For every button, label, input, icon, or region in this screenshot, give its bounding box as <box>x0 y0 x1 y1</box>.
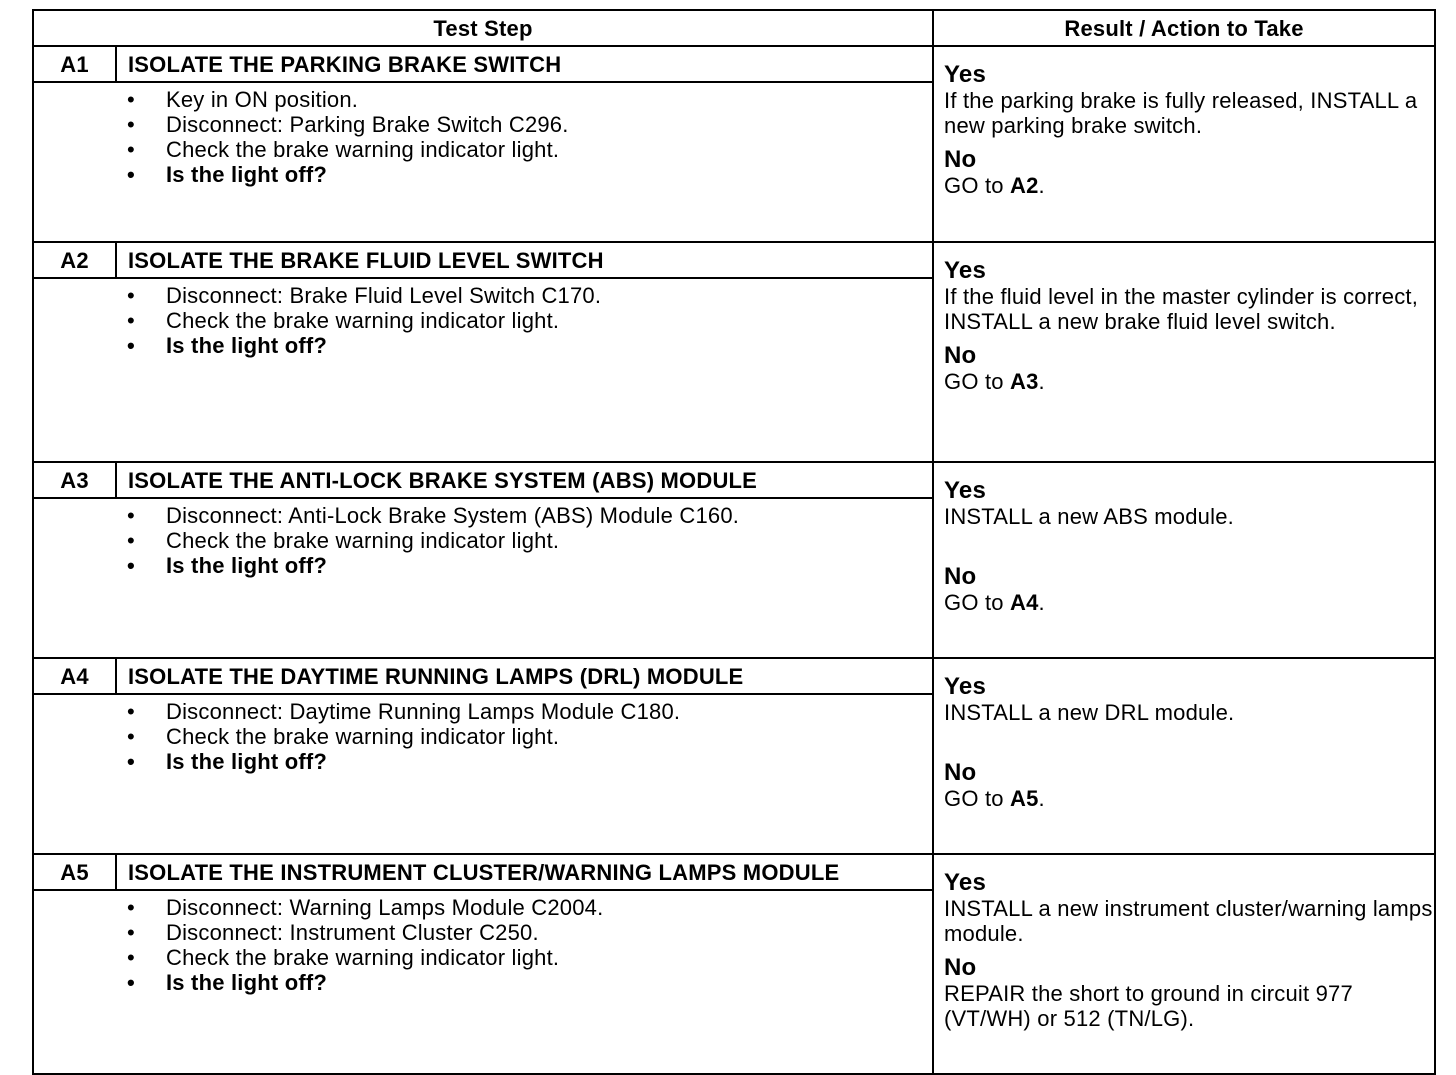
bullet-icon: • <box>127 699 135 724</box>
step-instruction-text: Disconnect: Warning Lamps Module C2004. <box>166 895 604 920</box>
step-instruction-text: Check the brake warning indicator light. <box>166 945 560 970</box>
step-title-row <box>33 462 1435 498</box>
step-instruction-text: Check the brake warning indicator light. <box>166 137 560 162</box>
result-no-text <box>944 173 1434 198</box>
step-title-row <box>33 46 1435 82</box>
step-result <box>933 854 1435 1074</box>
step-instruction <box>116 749 932 774</box>
result-yes-text: If the fluid level in the master cylinder is correct, INSTALL a new brake fluid level switch. <box>944 284 1419 334</box>
result-yes-text: INSTALL a new instrument cluster/warning lamps module. <box>944 896 1433 946</box>
result-no-prefix: GO to <box>944 369 1011 394</box>
result-no-text <box>944 981 1434 1031</box>
step-instruction <box>116 553 932 578</box>
step-id-blank <box>33 82 116 242</box>
step-instruction-text: Is the light off? <box>166 970 328 995</box>
step-id: A3 <box>33 462 116 498</box>
result-yes-text: INSTALL a new DRL module. <box>944 700 1235 725</box>
result-no-text <box>944 786 1434 811</box>
step-title: ISOLATE THE ANTI-LOCK BRAKE SYSTEM (ABS) MODULE <box>116 462 933 498</box>
step-title: ISOLATE THE INSTRUMENT CLUSTER/WARNING LAMPS MODULE <box>116 854 933 890</box>
step-instructions <box>116 890 933 1074</box>
result-no-ref: A4 <box>1010 590 1039 615</box>
step-id-blank <box>33 890 116 1074</box>
result-no-label: No <box>944 954 977 981</box>
steps-body <box>33 46 1435 1074</box>
result-yes-label: Yes <box>944 673 986 700</box>
step-instruction <box>116 87 932 112</box>
step-result <box>933 46 1435 242</box>
step-instruction <box>116 945 932 970</box>
bullet-icon: • <box>127 137 135 162</box>
step-result <box>933 462 1435 658</box>
result-yes-text: If the parking brake is fully released, INSTALL a new parking brake switch. <box>944 88 1418 138</box>
step-id: A2 <box>33 242 116 278</box>
header-result-action: Result / Action to Take <box>933 10 1435 46</box>
step-id: A1 <box>33 46 116 82</box>
bullet-icon: • <box>127 920 135 945</box>
result-yes-label: Yes <box>944 61 986 88</box>
step-instruction <box>116 162 932 187</box>
result-no-suffix: . <box>1038 369 1045 394</box>
step-instruction-text: Is the light off? <box>166 162 328 187</box>
step-title-row <box>33 242 1435 278</box>
step-instruction <box>116 503 932 528</box>
instruction-list <box>116 503 932 578</box>
result-no-ref: A3 <box>1010 369 1039 394</box>
header-row <box>33 10 1435 46</box>
step-instruction-text: Disconnect: Daytime Running Lamps Module C180. <box>166 699 681 724</box>
step-title: ISOLATE THE PARKING BRAKE SWITCH <box>116 46 933 82</box>
step-instructions <box>116 498 933 658</box>
step-instruction <box>116 137 932 162</box>
diagnostic-table <box>32 9 1436 1075</box>
step-result <box>933 658 1435 854</box>
bullet-icon: • <box>127 895 135 920</box>
step-instruction <box>116 112 932 137</box>
bullet-icon: • <box>127 87 135 112</box>
result-no-label: No <box>944 146 977 173</box>
step-instructions <box>116 82 933 242</box>
result-no-label: No <box>944 342 977 369</box>
result-yes-label: Yes <box>944 869 986 896</box>
step-instruction-text: Check the brake warning indicator light. <box>166 308 560 333</box>
bullet-icon: • <box>127 503 135 528</box>
result-no-text <box>944 590 1434 615</box>
bullet-icon: • <box>127 112 135 137</box>
step-instruction <box>116 920 932 945</box>
header-test-step: Test Step <box>33 10 933 46</box>
instruction-list <box>116 283 932 358</box>
instruction-list <box>116 895 932 995</box>
step-instruction-text: Disconnect: Brake Fluid Level Switch C170. <box>166 283 602 308</box>
result-yes-label: Yes <box>944 257 986 284</box>
result-no-prefix: GO to <box>944 786 1011 811</box>
bullet-icon: • <box>127 308 135 333</box>
step-id-blank <box>33 498 116 658</box>
step-instruction <box>116 724 932 749</box>
step-instruction-text: Disconnect: Parking Brake Switch C296. <box>166 112 569 137</box>
instruction-list <box>116 699 932 774</box>
step-id: A4 <box>33 658 116 694</box>
bullet-icon: • <box>127 724 135 749</box>
step-instruction <box>116 283 932 308</box>
step-id-blank <box>33 278 116 462</box>
result-yes-text: INSTALL a new ABS module. <box>944 504 1234 529</box>
result-no-label: No <box>944 563 977 590</box>
result-yes-label: Yes <box>944 477 986 504</box>
result-no-text <box>944 369 1434 394</box>
step-instruction-text: Is the light off? <box>166 553 328 578</box>
bullet-icon: • <box>127 749 135 774</box>
step-instruction-text: Is the light off? <box>166 333 328 358</box>
step-instruction <box>116 528 932 553</box>
bullet-icon: • <box>127 162 135 187</box>
step-instruction <box>116 970 932 995</box>
result-no-suffix: . <box>1038 786 1045 811</box>
result-no-suffix: REPAIR the short to ground in circuit 977 (VT/WH) or 512 (TN/LG). <box>944 981 1353 1031</box>
bullet-icon: • <box>127 283 135 308</box>
step-instruction-text: Check the brake warning indicator light. <box>166 528 560 553</box>
step-instruction-text: Disconnect: Anti-Lock Brake System (ABS) Module C160. <box>166 503 740 528</box>
step-title: ISOLATE THE DAYTIME RUNNING LAMPS (DRL) MODULE <box>116 658 933 694</box>
result-no-suffix: . <box>1038 173 1045 198</box>
result-no-prefix: GO to <box>944 590 1011 615</box>
result-no-prefix: GO to <box>944 173 1011 198</box>
result-no-suffix: . <box>1038 590 1045 615</box>
step-instructions <box>116 694 933 854</box>
bullet-icon: • <box>127 970 135 995</box>
step-title: ISOLATE THE BRAKE FLUID LEVEL SWITCH <box>116 242 933 278</box>
bullet-icon: • <box>127 945 135 970</box>
instruction-list <box>116 87 932 187</box>
bullet-icon: • <box>127 528 135 553</box>
step-instructions <box>116 278 933 462</box>
step-instruction <box>116 333 932 358</box>
bullet-icon: • <box>127 553 135 578</box>
step-instruction-text: Check the brake warning indicator light. <box>166 724 560 749</box>
step-id: A5 <box>33 854 116 890</box>
step-title-row <box>33 658 1435 694</box>
bullet-icon: • <box>127 333 135 358</box>
step-instruction-text: Key in ON position. <box>166 87 359 112</box>
step-result <box>933 242 1435 462</box>
result-no-ref: A5 <box>1010 786 1039 811</box>
step-instruction <box>116 699 932 724</box>
step-instruction-text: Is the light off? <box>166 749 328 774</box>
step-instruction <box>116 895 932 920</box>
step-instruction <box>116 308 932 333</box>
result-no-ref: A2 <box>1010 173 1039 198</box>
result-no-label: No <box>944 759 977 786</box>
step-title-row <box>33 854 1435 890</box>
step-instruction-text: Disconnect: Instrument Cluster C250. <box>166 920 539 945</box>
step-id-blank <box>33 694 116 854</box>
